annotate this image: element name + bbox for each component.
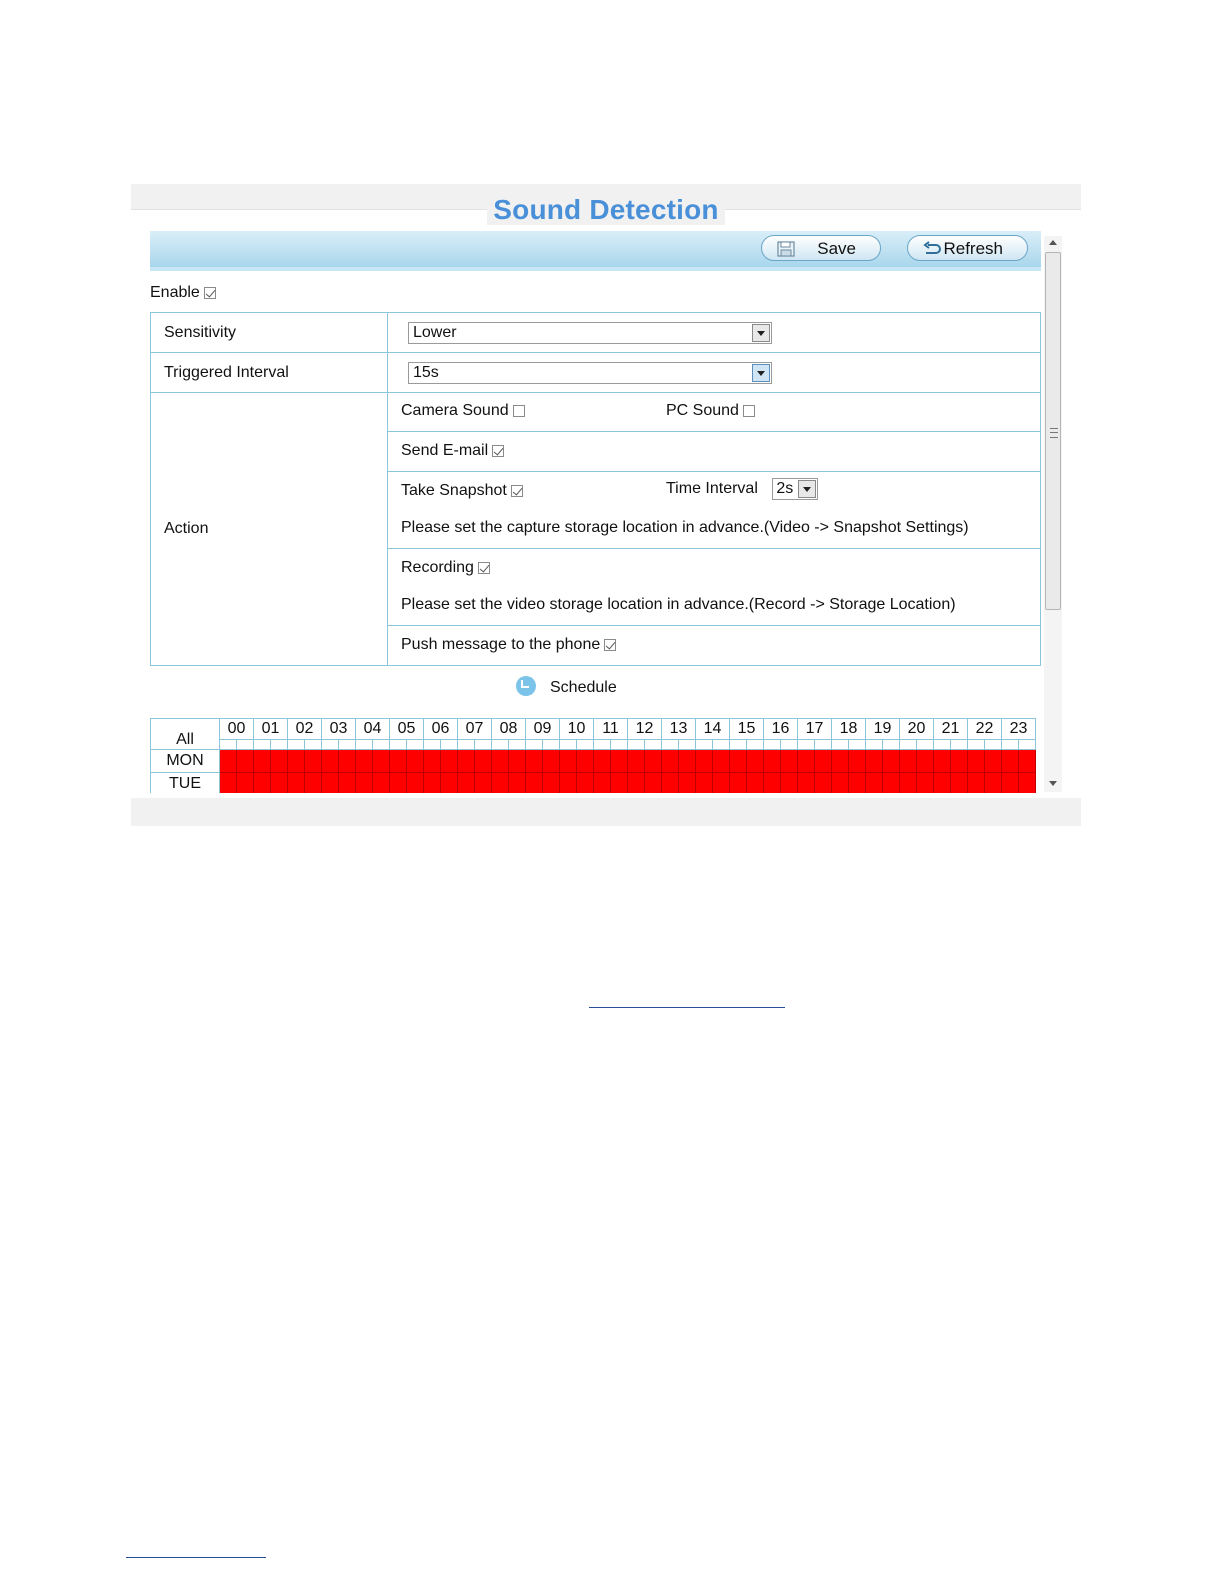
schedule-half-hour-header[interactable]: [832, 740, 849, 750]
send-email-label: Send E-mail: [401, 442, 489, 459]
schedule-heading: [516, 676, 617, 697]
schedule-slot[interactable]: [832, 773, 849, 794]
schedule-slot[interactable]: [764, 750, 781, 773]
schedule-slot[interactable]: [815, 750, 832, 773]
schedule-slot[interactable]: [543, 750, 560, 773]
pc-sound-checkbox[interactable]: [743, 405, 755, 417]
schedule-hour-header[interactable]: 06: [424, 719, 458, 740]
schedule-hour-header[interactable]: 20: [900, 719, 934, 740]
schedule-slot[interactable]: [713, 773, 730, 794]
schedule-hour-header[interactable]: 22: [968, 719, 1002, 740]
schedule-slot[interactable]: [679, 773, 696, 794]
schedule-slot[interactable]: [628, 773, 645, 794]
schedule-slot[interactable]: [390, 773, 407, 794]
schedule-slot[interactable]: [730, 750, 747, 773]
schedule-half-hour-header[interactable]: [883, 740, 900, 750]
schedule-slot[interactable]: [730, 773, 747, 794]
schedule-slot[interactable]: [492, 750, 509, 773]
schedule-slot[interactable]: [339, 750, 356, 773]
schedule-all-toggle[interactable]: All: [151, 719, 220, 750]
schedule-slot[interactable]: [900, 750, 917, 773]
schedule-slot[interactable]: [390, 750, 407, 773]
pc-sound-option: [666, 402, 755, 420]
save-button-label: Save: [817, 239, 856, 258]
schedule-slot[interactable]: [917, 750, 934, 773]
schedule-slot[interactable]: [424, 750, 441, 773]
schedule-label: Schedule: [550, 679, 617, 696]
schedule-half-hour-header[interactable]: [1019, 740, 1036, 750]
schedule-day-label[interactable]: TUE: [151, 773, 220, 794]
schedule-slot[interactable]: [288, 773, 305, 794]
schedule-half-hour-header[interactable]: [764, 740, 781, 750]
take-snapshot-label: Take Snapshot: [401, 482, 507, 499]
schedule-slot[interactable]: [407, 773, 424, 794]
sensitivity-label: Sensitivity: [151, 313, 388, 353]
schedule-slot[interactable]: [968, 750, 985, 773]
schedule-half-hour-header[interactable]: [407, 740, 424, 750]
schedule-slot[interactable]: [764, 773, 781, 794]
refresh-button-label: Refresh: [943, 239, 1003, 258]
schedule-slot[interactable]: [934, 773, 951, 794]
schedule-hour-header[interactable]: 02: [288, 719, 322, 740]
schedule-slot[interactable]: [985, 750, 1002, 773]
settings-table: [150, 312, 1041, 666]
schedule-hour-header[interactable]: 16: [764, 719, 798, 740]
schedule-slot[interactable]: [815, 773, 832, 794]
schedule-half-hour-header[interactable]: [390, 740, 407, 750]
scroll-down-icon[interactable]: [1049, 781, 1057, 786]
schedule-slot[interactable]: [662, 773, 679, 794]
push-row: [388, 626, 1041, 666]
schedule-slot[interactable]: [611, 750, 628, 773]
schedule-slot[interactable]: [356, 773, 373, 794]
schedule-slot[interactable]: [237, 750, 254, 773]
toolbar: [150, 231, 1041, 271]
schedule-slot[interactable]: [1019, 750, 1036, 773]
schedule-slot[interactable]: [560, 773, 577, 794]
schedule-half-hour-header[interactable]: [254, 740, 271, 750]
time-interval-select[interactable]: [772, 478, 818, 500]
take-snapshot-option: [401, 482, 523, 500]
schedule-half-hour-header[interactable]: [713, 740, 730, 750]
schedule-slot[interactable]: [475, 773, 492, 794]
schedule-half-hour-header[interactable]: [339, 740, 356, 750]
schedule-slot[interactable]: [713, 750, 730, 773]
schedule-slot[interactable]: [849, 750, 866, 773]
schedule-slot[interactable]: [594, 750, 611, 773]
schedule-half-hour-header[interactable]: [373, 740, 390, 750]
schedule-hour-header[interactable]: 00: [220, 719, 254, 740]
schedule-half-hour-header[interactable]: [322, 740, 339, 750]
chevron-down-icon[interactable]: [798, 480, 816, 498]
scroll-up-icon[interactable]: [1049, 240, 1057, 245]
enable-label: Enable: [150, 284, 200, 301]
refresh-button[interactable]: [907, 235, 1028, 261]
schedule-half-hour-header[interactable]: [594, 740, 611, 750]
vertical-scrollbar[interactable]: [1044, 236, 1062, 792]
take-snapshot-checkbox[interactable]: [511, 485, 523, 497]
schedule-hour-header[interactable]: 04: [356, 719, 390, 740]
schedule-slot[interactable]: [373, 750, 390, 773]
schedule-hour-header[interactable]: 18: [832, 719, 866, 740]
schedule-hour-header[interactable]: 07: [458, 719, 492, 740]
schedule-slot[interactable]: [883, 750, 900, 773]
schedule-half-hour-header[interactable]: [356, 740, 373, 750]
triggered-interval-label: Triggered Interval: [151, 353, 388, 393]
schedule-hour-header[interactable]: 15: [730, 719, 764, 740]
schedule-slot[interactable]: [645, 773, 662, 794]
schedule-slot[interactable]: [696, 750, 713, 773]
schedule-half-hour-header[interactable]: [560, 740, 577, 750]
schedule-slot[interactable]: [917, 773, 934, 794]
schedule-slot[interactable]: [577, 773, 594, 794]
schedule-slot[interactable]: [305, 773, 322, 794]
snapshot-note: Please set the capture storage location in advance.(Video -> Snapshot Settings): [401, 519, 969, 536]
schedule-hour-header[interactable]: 09: [526, 719, 560, 740]
schedule-slot[interactable]: [254, 750, 271, 773]
schedule-half-hour-header[interactable]: [458, 740, 475, 750]
schedule-slot[interactable]: [271, 773, 288, 794]
schedule-slot[interactable]: [220, 773, 237, 794]
schedule-grid: [150, 718, 1041, 793]
schedule-half-hour-header[interactable]: [237, 740, 254, 750]
page-title: [131, 194, 1081, 226]
schedule-slot[interactable]: [781, 750, 798, 773]
time-interval-option: [666, 478, 818, 500]
schedule-hour-header[interactable]: 13: [662, 719, 696, 740]
schedule-half-hour-header[interactable]: [781, 740, 798, 750]
schedule-hour-header[interactable]: 08: [492, 719, 526, 740]
schedule-hour-header[interactable]: 23: [1002, 719, 1036, 740]
schedule-slot[interactable]: [543, 773, 560, 794]
schedule-half-hour-header[interactable]: [968, 740, 985, 750]
schedule-half-hour-header[interactable]: [815, 740, 832, 750]
schedule-slot[interactable]: [509, 773, 526, 794]
recording-row: [388, 549, 1041, 626]
schedule-slot[interactable]: [798, 773, 815, 794]
push-message-option: [401, 636, 616, 654]
schedule-slot[interactable]: [441, 750, 458, 773]
schedule-slot[interactable]: [458, 750, 475, 773]
scrollbar-thumb[interactable]: [1045, 252, 1061, 610]
schedule-slot[interactable]: [475, 750, 492, 773]
schedule-half-hour-header[interactable]: [628, 740, 645, 750]
schedule-half-hour-header[interactable]: [475, 740, 492, 750]
recording-label: Recording: [401, 559, 474, 576]
schedule-half-hour-header[interactable]: [492, 740, 509, 750]
sensitivity-cell: [388, 313, 1041, 353]
schedule-slot[interactable]: [611, 773, 628, 794]
schedule-slot[interactable]: [934, 750, 951, 773]
schedule-hour-header[interactable]: 17: [798, 719, 832, 740]
schedule-hour-header[interactable]: 14: [696, 719, 730, 740]
schedule-half-hour-header[interactable]: [900, 740, 917, 750]
schedule-half-hour-header[interactable]: [288, 740, 305, 750]
recording-option: [401, 559, 490, 577]
sensitivity-select[interactable]: [408, 322, 772, 344]
pc-sound-label: PC Sound: [666, 402, 739, 419]
camera-sound-checkbox[interactable]: [513, 405, 525, 417]
schedule-slot[interactable]: [237, 773, 254, 794]
schedule-half-hour-header[interactable]: [1002, 740, 1019, 750]
enable-checkbox[interactable]: [204, 287, 216, 299]
schedule-slot[interactable]: [594, 773, 611, 794]
push-message-checkbox[interactable]: [604, 639, 616, 651]
schedule-slot[interactable]: [679, 750, 696, 773]
schedule-slot[interactable]: [985, 773, 1002, 794]
schedule-table: [150, 718, 1036, 793]
schedule-half-hour-header[interactable]: [662, 740, 679, 750]
schedule-hour-header[interactable]: 01: [254, 719, 288, 740]
chevron-down-icon[interactable]: [752, 364, 770, 382]
schedule-half-hour-header[interactable]: [577, 740, 594, 750]
save-button[interactable]: [761, 235, 881, 261]
schedule-slot[interactable]: [356, 750, 373, 773]
schedule-slot[interactable]: [441, 773, 458, 794]
schedule-slot[interactable]: [509, 750, 526, 773]
grip-icon: [1050, 428, 1058, 438]
schedule-slot[interactable]: [645, 750, 662, 773]
schedule-half-hour-header[interactable]: [526, 740, 543, 750]
schedule-slot[interactable]: [747, 773, 764, 794]
schedule-half-hour-header[interactable]: [730, 740, 747, 750]
schedule-slot[interactable]: [781, 773, 798, 794]
schedule-slot[interactable]: [526, 773, 543, 794]
schedule-slot[interactable]: [849, 773, 866, 794]
schedule-hour-header[interactable]: 11: [594, 719, 628, 740]
schedule-slot[interactable]: [883, 773, 900, 794]
underline-link[interactable]: [589, 1007, 785, 1008]
schedule-hour-header[interactable]: 21: [934, 719, 968, 740]
schedule-hour-header[interactable]: 19: [866, 719, 900, 740]
schedule-slot[interactable]: [305, 750, 322, 773]
schedule-half-hour-header[interactable]: [696, 740, 713, 750]
schedule-slot[interactable]: [951, 773, 968, 794]
sound-row: [388, 393, 1041, 432]
schedule-slot[interactable]: [339, 773, 356, 794]
camera-sound-option: [401, 402, 525, 420]
schedule-slot[interactable]: [560, 750, 577, 773]
schedule-slot[interactable]: [254, 773, 271, 794]
recording-checkbox[interactable]: [478, 562, 490, 574]
schedule-hour-header[interactable]: 10: [560, 719, 594, 740]
schedule-slot[interactable]: [424, 773, 441, 794]
schedule-half-hour-header[interactable]: [509, 740, 526, 750]
schedule-half-hour-header[interactable]: [543, 740, 560, 750]
schedule-half-hour-header[interactable]: [424, 740, 441, 750]
schedule-half-hour-header[interactable]: [866, 740, 883, 750]
schedule-hour-header[interactable]: 12: [628, 719, 662, 740]
schedule-half-hour-header[interactable]: [271, 740, 288, 750]
snapshot-row: [388, 472, 1041, 549]
time-interval-value: 2s: [776, 480, 794, 497]
schedule-slot[interactable]: [407, 750, 424, 773]
schedule-slot[interactable]: [951, 750, 968, 773]
schedule-slot[interactable]: [271, 750, 288, 773]
schedule-slot[interactable]: [968, 773, 985, 794]
send-email-checkbox[interactable]: [492, 445, 504, 457]
schedule-slot[interactable]: [373, 773, 390, 794]
refresh-arrow-icon: [922, 241, 942, 257]
schedule-slot[interactable]: [747, 750, 764, 773]
schedule-half-hour-header[interactable]: [441, 740, 458, 750]
schedule-half-hour-header[interactable]: [747, 740, 764, 750]
chevron-down-icon[interactable]: [752, 324, 770, 342]
clock-icon: [516, 676, 536, 696]
schedule-hour-header[interactable]: 03: [322, 719, 356, 740]
triggered-interval-select[interactable]: [408, 362, 772, 384]
floppy-disk-icon: [776, 241, 796, 257]
camera-sound-label: Camera Sound: [401, 402, 509, 419]
schedule-slot[interactable]: [1002, 750, 1019, 773]
schedule-slot[interactable]: [458, 773, 475, 794]
sensitivity-value: Lower: [413, 323, 457, 341]
schedule-slot[interactable]: [900, 773, 917, 794]
schedule-half-hour-header[interactable]: [611, 740, 628, 750]
schedule-slot[interactable]: [1019, 773, 1036, 794]
recording-note: Please set the video storage location in advance.(Record -> Storage Location): [401, 596, 956, 613]
schedule-half-hour-header[interactable]: [679, 740, 696, 750]
schedule-hour-header[interactable]: 05: [390, 719, 424, 740]
schedule-half-hour-header[interactable]: [849, 740, 866, 750]
schedule-half-hour-header[interactable]: [985, 740, 1002, 750]
schedule-slot[interactable]: [662, 750, 679, 773]
schedule-slot[interactable]: [798, 750, 815, 773]
schedule-half-hour-header[interactable]: [645, 740, 662, 750]
enable-row: [150, 284, 216, 302]
schedule-slot[interactable]: [628, 750, 645, 773]
schedule-slot[interactable]: [696, 773, 713, 794]
schedule-half-hour-header[interactable]: [951, 740, 968, 750]
sound-detection-window: [131, 184, 1081, 826]
triggered-interval-cell: [388, 353, 1041, 393]
time-interval-label: Time Interval: [666, 480, 758, 498]
schedule-day-label[interactable]: MON: [151, 750, 220, 773]
page-title-text: Sound Detection: [487, 194, 724, 225]
action-label: Action: [151, 393, 388, 666]
schedule-half-hour-header[interactable]: [798, 740, 815, 750]
schedule-slot[interactable]: [322, 750, 339, 773]
schedule-slot[interactable]: [492, 773, 509, 794]
triggered-interval-value: 15s: [413, 363, 439, 381]
schedule-slot[interactable]: [288, 750, 305, 773]
schedule-slot[interactable]: [1002, 773, 1019, 794]
underline-link[interactable]: [126, 1557, 266, 1558]
schedule-slot[interactable]: [577, 750, 594, 773]
schedule-half-hour-header[interactable]: [305, 740, 322, 750]
schedule-slot[interactable]: [526, 750, 543, 773]
schedule-half-hour-header[interactable]: [917, 740, 934, 750]
schedule-slot[interactable]: [832, 750, 849, 773]
schedule-slot[interactable]: [866, 773, 883, 794]
schedule-slot[interactable]: [866, 750, 883, 773]
send-email-option: [401, 442, 504, 460]
schedule-slot[interactable]: [322, 773, 339, 794]
email-row: [388, 432, 1041, 472]
push-message-label: Push message to the phone: [401, 636, 601, 653]
schedule-slot[interactable]: [220, 750, 237, 773]
schedule-half-hour-header[interactable]: [220, 740, 237, 750]
schedule-half-hour-header[interactable]: [934, 740, 951, 750]
